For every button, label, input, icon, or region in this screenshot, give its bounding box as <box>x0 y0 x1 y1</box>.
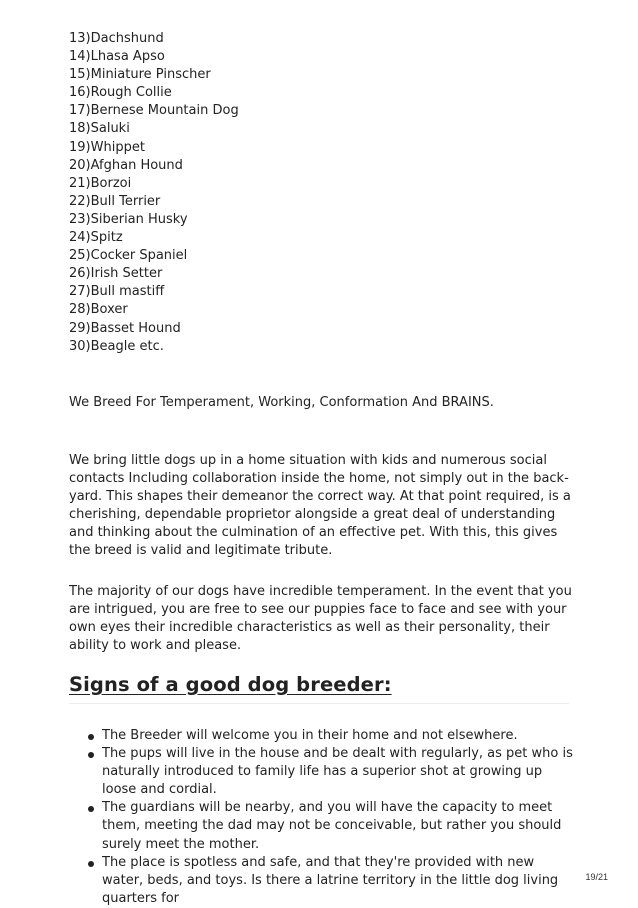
list-item-text: The place is spotless and safe, and that they're provided with new water, beds, and toys. Is there a latrine territory in the little dog living quarters for <box>102 854 559 906</box>
breed-item: 25)Cocker Spaniel <box>69 248 188 264</box>
list-item <box>69 854 579 908</box>
list-item-text: The Breeder will welcome you in their home and not elsewhere. <box>102 728 518 743</box>
breed-item: 20)Afghan Hound <box>69 157 183 173</box>
section-heading: Signs of a good dog breeder: <box>69 673 392 696</box>
breed-list <box>69 30 239 356</box>
breed-item: 27)Bull mastiff <box>69 284 165 300</box>
breed-item: 22)Bull Terrier <box>69 193 161 209</box>
breed-item: 30)Beagle etc. <box>69 338 164 354</box>
list-item <box>69 727 579 745</box>
signs-list <box>69 727 579 908</box>
breed-item: 29)Basset Hound <box>69 320 181 336</box>
bullet-icon <box>88 861 94 867</box>
heading-divider <box>69 703 569 704</box>
list-item-text: The pups will live in the house and be dealt with regularly, as pet who is naturally introduced to family life has a superior shot at growing up loose and cordial. <box>102 746 573 798</box>
bullet-icon <box>88 734 94 740</box>
breed-item: 16)Rough Collie <box>69 85 172 101</box>
list-item-text: The guardians will be nearby, and you will have the capacity to meet them, meeting the dad may not be conceivable, but rather you should surely meet the mother. <box>102 800 562 852</box>
breed-item: 21)Borzoi <box>69 175 132 191</box>
breed-item: 23)Siberian Husky <box>69 211 188 227</box>
breed-item: 13)Dachshund <box>69 31 164 46</box>
list-item <box>69 799 579 853</box>
breed-item: 24)Spitz <box>69 230 123 246</box>
breed-item: 26)Irish Setter <box>69 266 163 282</box>
bullet-icon <box>88 752 94 758</box>
breed-item: 15)Miniature Pinscher <box>69 67 211 83</box>
page-number: 19/21 <box>585 872 608 882</box>
breed-item: 18)Saluki <box>69 121 130 137</box>
breed-item: 14)Lhasa Apso <box>69 49 165 65</box>
breed-item: 17)Bernese Mountain Dog <box>69 103 239 119</box>
breed-item: 28)Boxer <box>69 302 128 318</box>
breed-item: 19)Whippet <box>69 139 145 155</box>
list-item <box>69 745 579 799</box>
temperament-paragraph: The majority of our dogs have incredible temperament. In the event that you are intrigued, you are free to see our puppies face to face and see with your own eyes their incredible characteristics as well as their personality, their ability to work and please. <box>69 584 572 654</box>
intro-paragraph: We Breed For Temperament, Working, Conformation And BRAINS. <box>69 395 494 410</box>
upbringing-paragraph: We bring little dogs up in a home situation with kids and numerous social contacts Including collaboration inside the home, not simply out in the back-yard. This shapes their demeanor the correct way. At that point required, is a cherishing, dependable proprietor alongside a great deal of understanding and thinking about the culmination of an effective pet. With this, this gives the breed is valid and legitimate tribute. <box>69 453 571 559</box>
bullet-icon <box>88 806 94 812</box>
